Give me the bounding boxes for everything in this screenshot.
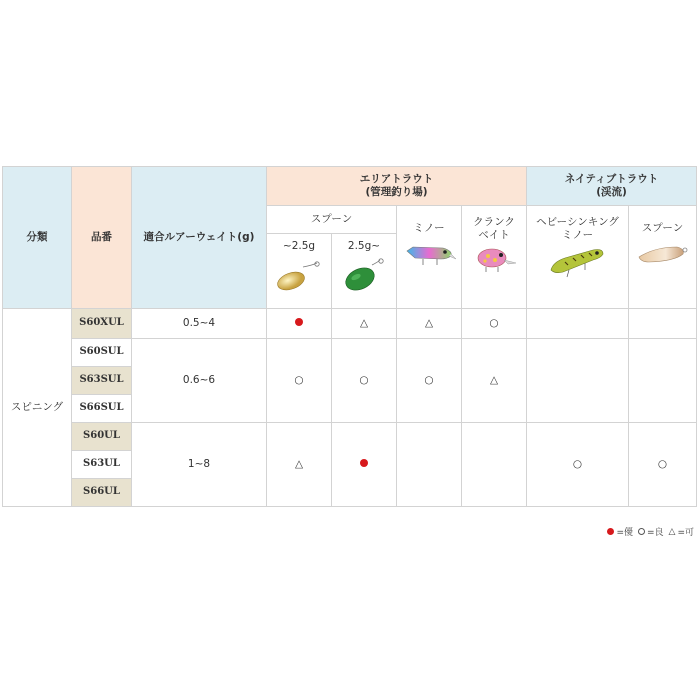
rating-g1-native-spoon (629, 309, 697, 339)
rating-g2-heavy-sinking (527, 339, 629, 423)
rating-g2-minnow: ○ (397, 339, 462, 423)
rating-g2-crankbait: △ (462, 339, 527, 423)
spoon-heavy-label: 2.5g~ (347, 240, 381, 252)
minnow-lure-icon (401, 239, 457, 269)
green-spoon-lure-icon (338, 257, 390, 293)
rating-g1-heavy-sinking (527, 309, 629, 339)
legend-fair: =可 (677, 528, 694, 538)
header-spoon-light (267, 234, 332, 309)
area-trout-subtitle: (管理釣り場) (365, 186, 428, 198)
heavy-sinking-minnow-lure-icon (543, 244, 613, 280)
excellent-mark-icon (360, 459, 368, 467)
spec-table (2, 166, 697, 507)
header-spoon-heavy (332, 234, 397, 309)
model-s66ul: S66UL (72, 479, 132, 507)
category-cell: スピニング (3, 309, 72, 507)
minnow-label: ミノー (413, 222, 445, 234)
header-lure-weight: 適合ルアーウェイト(g) (132, 167, 267, 309)
native-trout-title: ネイティブトラウト (564, 172, 659, 185)
rating-g3-spoon-light: △ (267, 423, 332, 507)
weight-group-2: 0.6~6 (132, 339, 267, 423)
model-s63ul: S63UL (72, 451, 132, 479)
rating-g3-minnow (397, 423, 462, 507)
heavy-sinking-label-line1: ヘビーシンキング (536, 216, 619, 228)
header-crankbait (462, 206, 527, 309)
gold-spoon-lure-icon (273, 259, 325, 293)
model-s60sul: S60SUL (72, 339, 132, 367)
native-spoon-label: スプーン (641, 222, 684, 234)
good-legend-icon (638, 528, 645, 535)
legend-good: =良 (646, 528, 664, 538)
rating-g3-crankbait (462, 423, 527, 507)
header-minnow (397, 206, 462, 309)
model-s63sul: S63SUL (72, 367, 132, 395)
header-native-trout (527, 167, 697, 206)
area-trout-title: エリアトラウト (359, 172, 434, 185)
crankbait-lure-icon (468, 244, 520, 274)
excellent-mark-icon (295, 318, 303, 326)
rating-g3-spoon-heavy (332, 423, 397, 507)
rating-g1-minnow: △ (397, 309, 462, 339)
legend-excellent: =優 (616, 528, 633, 538)
header-heavy-sinking-minnow (527, 206, 629, 309)
header-category: 分類 (3, 167, 72, 309)
model-s66sul: S66SUL (72, 395, 132, 423)
weight-group-3: 1~8 (132, 423, 267, 507)
model-s60ul: S60UL (72, 423, 132, 451)
header-native-spoon (629, 206, 697, 309)
crankbait-label-line2: ベイト (478, 229, 510, 242)
legend (607, 525, 694, 538)
rating-g3-heavy-sinking: ○ (527, 423, 629, 507)
rating-g1-spoon-heavy: △ (332, 309, 397, 339)
native-spoon-lure-icon (635, 241, 691, 267)
rating-g2-spoon-heavy: ○ (332, 339, 397, 423)
header-spoon: スプーン (267, 206, 397, 234)
rating-g1-spoon-light (267, 309, 332, 339)
native-trout-subtitle: (渓流) (596, 186, 627, 198)
fair-legend-icon: △ (668, 526, 676, 537)
rating-g1-crankbait: ○ (462, 309, 527, 339)
header-product-no: 品番 (72, 167, 132, 309)
rating-g2-spoon-light: ○ (267, 339, 332, 423)
crankbait-label-line1: クランク (473, 216, 515, 228)
rating-g2-native-spoon (629, 339, 697, 423)
model-s60xul: S60XUL (72, 309, 132, 339)
header-area-trout (267, 167, 527, 206)
spoon-light-label: ~2.5g (282, 240, 316, 252)
heavy-sinking-label-line2: ミノー (561, 229, 594, 242)
weight-group-1: 0.5~4 (132, 309, 267, 339)
excellent-legend-icon (607, 528, 614, 535)
rating-g3-native-spoon: ○ (629, 423, 697, 507)
